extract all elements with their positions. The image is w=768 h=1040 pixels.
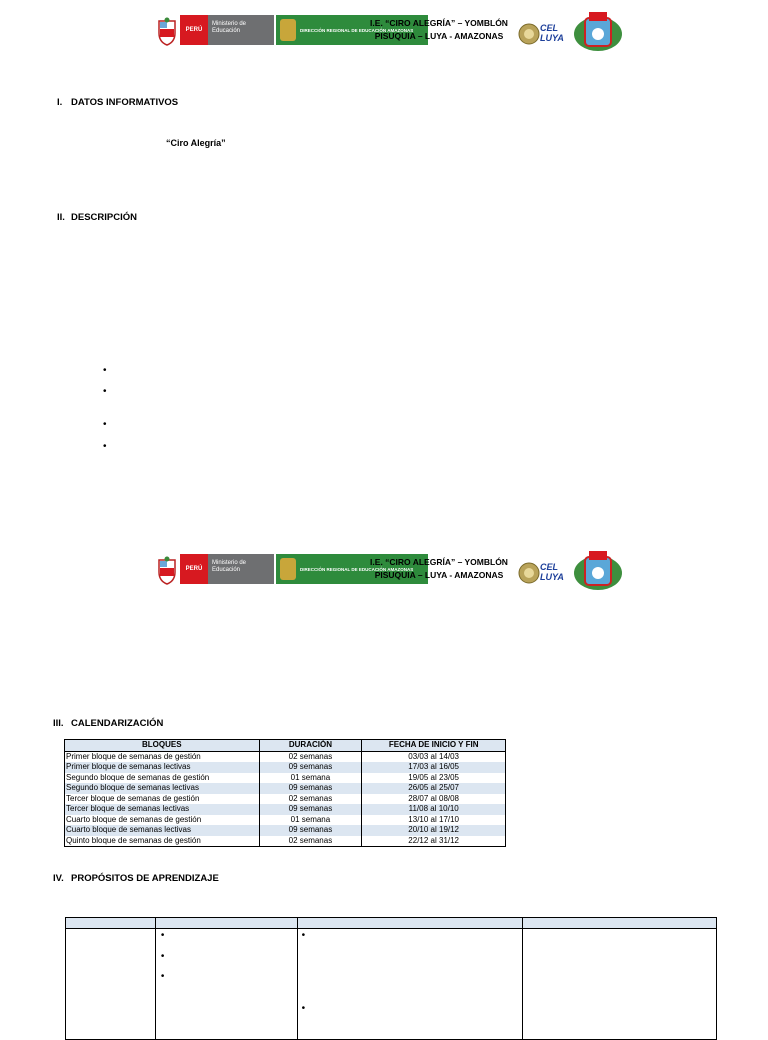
regional-emblem-icon [280, 558, 296, 580]
block-cell: Segundo bloque de semanas de gestión [65, 773, 260, 784]
column-header: DURACIÓN [259, 740, 362, 752]
bullet-point: • [160, 930, 165, 941]
table-row [65, 836, 506, 847]
block-cell: Primer bloque de semanas de gestión [65, 751, 260, 762]
school-name [364, 556, 514, 582]
block-cell: Primer bloque de semanas lectivas [65, 762, 260, 773]
calendar-table [64, 739, 506, 847]
table-header-row [65, 740, 506, 752]
cel-luya-logo [518, 18, 566, 46]
page-header [156, 553, 626, 591]
table-row [65, 751, 506, 762]
date-range-cell: 13/10 al 17/10 [362, 815, 506, 826]
section-calendarizacion [53, 718, 163, 729]
duration-cell: 01 semana [259, 773, 362, 784]
section-datos-informativos [57, 97, 178, 108]
section-heading: CALENDARIZACIÓN [71, 718, 164, 729]
bullet-point: • [103, 365, 107, 376]
table-cell [155, 929, 297, 1040]
section-number: III. [53, 718, 64, 729]
school-line-1: I.E. “CIRO ALEGRÍA” – YOMBLÓN [370, 557, 508, 567]
column-header: BLOQUES [65, 740, 260, 752]
date-range-cell: 22/12 al 31/12 [362, 836, 506, 847]
date-range-cell: 20/10 al 19/12 [362, 825, 506, 836]
table-row [65, 825, 506, 836]
svg-text:LUYA: LUYA [540, 572, 564, 582]
bullet-point: • [301, 930, 306, 941]
bullet-point: • [103, 441, 107, 452]
duration-cell: 09 semanas [259, 783, 362, 794]
block-cell: Cuarto bloque de semanas de gestión [65, 815, 260, 826]
table-row [66, 929, 717, 1040]
section-number: IV. [53, 873, 64, 884]
regional-label: DIRECCIÓN REGIONAL DE EDUCACIÓN AMAZONAS [300, 27, 414, 33]
block-cell: Tercer bloque de semanas de gestión [65, 794, 260, 805]
section-heading: DESCRIPCIÓN [71, 212, 137, 223]
school-name [364, 17, 514, 43]
regional-emblem-icon [280, 19, 296, 41]
table-row [65, 783, 506, 794]
table-row [65, 773, 506, 784]
duration-cell: 02 semanas [259, 836, 362, 847]
cel-luya-logo [518, 557, 566, 585]
date-range-cell: 26/05 al 25/07 [362, 783, 506, 794]
peru-coat-of-arms-icon [156, 17, 178, 47]
school-crest-icon [572, 10, 624, 52]
bullet-point: • [103, 419, 107, 430]
peru-label: PERÚ [180, 15, 208, 45]
duration-cell: 09 semanas [259, 762, 362, 773]
regional-label: DIRECCIÓN REGIONAL DE EDUCACIÓN AMAZONAS [300, 566, 414, 572]
school-line-2: PISUQUIA – LUYA - AMAZONAS [374, 31, 504, 41]
ministry-label: Ministerio de Educación [208, 554, 274, 584]
svg-text:CEL: CEL [540, 23, 558, 33]
page-header [156, 14, 626, 52]
svg-text:CEL: CEL [540, 562, 558, 572]
section-number: I. [57, 97, 63, 108]
table-cell [66, 929, 156, 1040]
column-header [155, 918, 297, 929]
date-range-cell: 03/03 al 14/03 [362, 751, 506, 762]
bullet-point: • [301, 1003, 306, 1014]
bullet-point: • [160, 971, 165, 982]
date-range-cell: 19/05 al 23/05 [362, 773, 506, 784]
school-line-2: PISUQUIA – LUYA - AMAZONAS [374, 570, 504, 580]
section-number: II. [57, 212, 65, 223]
date-range-cell: 11/08 al 10/10 [362, 804, 506, 815]
peru-label: PERÚ [180, 554, 208, 584]
duration-cell: 09 semanas [259, 804, 362, 815]
date-range-cell: 17/03 al 16/05 [362, 762, 506, 773]
column-header [523, 918, 717, 929]
duration-cell: 02 semanas [259, 751, 362, 762]
bullet-point: • [160, 951, 165, 962]
table-cell [297, 929, 523, 1040]
table-header-row [66, 918, 717, 929]
duration-cell: 09 semanas [259, 825, 362, 836]
section-heading: PROPÓSITOS DE APRENDIZAJE [71, 873, 219, 884]
ministry-label: Ministerio de Educación [208, 15, 274, 45]
school-crest-icon [572, 549, 624, 591]
section-descripcion [57, 212, 137, 223]
column-header: FECHA DE INICIO Y FIN [362, 740, 506, 752]
section-propositos [53, 873, 219, 884]
date-range-cell: 28/07 al 08/08 [362, 794, 506, 805]
table-row [65, 794, 506, 805]
school-line-1: I.E. “CIRO ALEGRÍA” – YOMBLÓN [370, 18, 508, 28]
table-cell [523, 929, 717, 1040]
learning-purposes-table [65, 917, 717, 1040]
bullet-point: • [103, 386, 107, 397]
table-row [65, 762, 506, 773]
block-cell: Quinto bloque de semanas de gestión [65, 836, 260, 847]
section-heading: DATOS INFORMATIVOS [71, 97, 179, 108]
svg-text:LUYA: LUYA [540, 33, 564, 43]
peru-coat-of-arms-icon [156, 556, 178, 586]
table-row [65, 804, 506, 815]
block-cell: Cuarto bloque de semanas lectivas [65, 825, 260, 836]
block-cell: Tercer bloque de semanas lectivas [65, 804, 260, 815]
duration-cell: 01 semana [259, 815, 362, 826]
column-header [66, 918, 156, 929]
block-cell: Segundo bloque de semanas lectivas [65, 783, 260, 794]
duration-cell: 02 semanas [259, 794, 362, 805]
column-header [297, 918, 523, 929]
table-row [65, 815, 506, 826]
institution-name: “Ciro Alegría” [166, 138, 226, 148]
